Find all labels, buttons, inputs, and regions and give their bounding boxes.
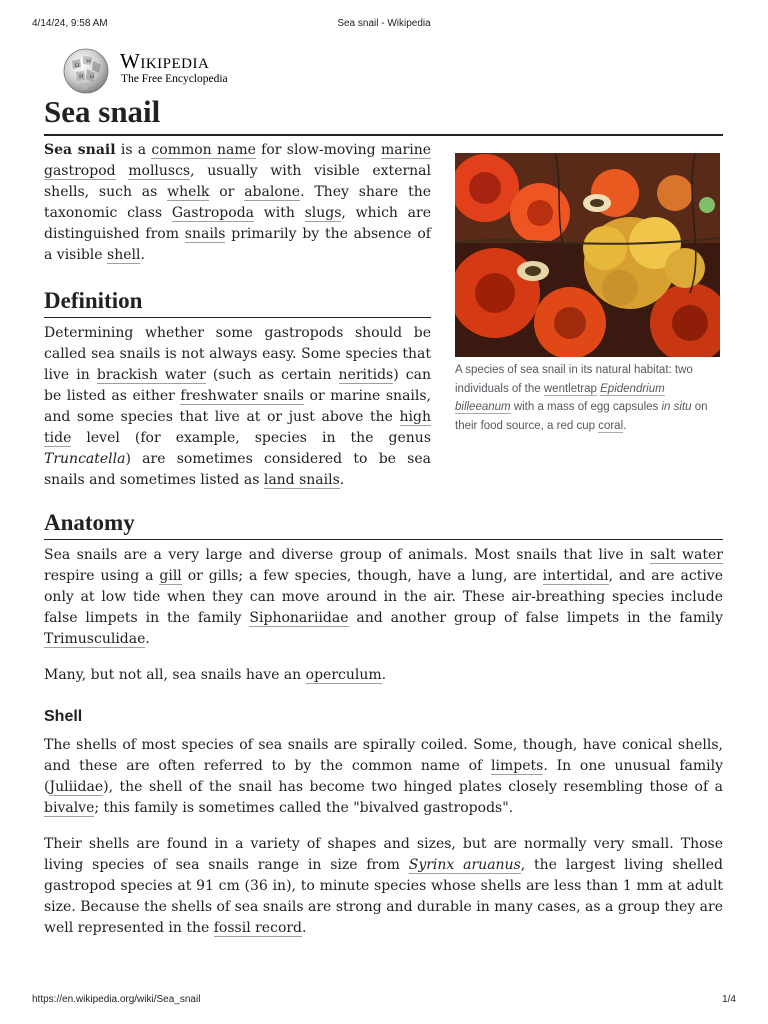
svg-text:Ω: Ω <box>75 63 80 69</box>
svg-text:И: И <box>79 74 84 80</box>
link-gastropod[interactable]: gastropod <box>44 163 116 179</box>
text: or <box>209 184 245 200</box>
wikipedia-logo[interactable] <box>62 45 262 93</box>
text: ; this family is sometimes called the "bivalved gastropods". <box>94 800 514 816</box>
link-neritids[interactable]: neritids <box>338 367 394 383</box>
link-freshwater-snails[interactable]: freshwater snails <box>180 388 304 404</box>
text: Their shells are found in a variety of shapes and sizes, but are normally very small. Those living species of sea snails range in size from <box>44 836 723 873</box>
link-fossil-record[interactable]: fossil record <box>213 920 303 936</box>
text: , the largest living shelled gastropod species at 91 cm (36 in), to minute species whose shells are less than 1 mm at adult size. Because the shells of sea snails are strong and durable in many cases, as a group they are well represented in the <box>44 857 724 936</box>
caption-in-situ: in situ <box>661 401 692 413</box>
svg-text:W: W <box>86 59 92 65</box>
link-molluscs[interactable]: molluscs <box>128 163 191 179</box>
text: . <box>381 667 387 683</box>
link-coral[interactable]: coral <box>598 419 624 432</box>
text: or gills; a few species, though, have a lung, are <box>181 568 543 584</box>
intro-subject: Sea snail <box>44 142 116 158</box>
text: , and are active only at low tide when they can move around in the air. These air-breathing species include false limpets in the family <box>44 568 723 626</box>
text: , usually with visible external shells, such as <box>44 163 432 200</box>
wikipedia-tagline: The Free Encyclopedia <box>121 73 228 85</box>
intro-paragraph <box>44 140 431 266</box>
text: Determining whether some gastropods should be called sea snails is not always easy. Some species that live in <box>44 325 431 383</box>
caption-text: A species of sea snail in its natural habitat: two individuals of the <box>455 364 693 395</box>
text: primarily by the absence of a visible <box>44 226 431 263</box>
text: with <box>254 205 305 221</box>
text: . <box>145 631 150 647</box>
text: or marine snails, and some species that live at or just above the <box>44 388 431 425</box>
species-syrinx-aruanus: Syrinx aruanus <box>408 857 521 873</box>
text: is a <box>115 142 152 158</box>
genus-truncatella: Truncatella <box>44 451 126 467</box>
link-land-snails[interactable]: land snails <box>263 472 340 488</box>
text: The shells of most species of sea snails are spirally coiled. Some, though, have conical shells, and these are often referred to by the common name of <box>44 737 723 774</box>
article-content <box>44 140 723 939</box>
link-operculum[interactable]: operculum <box>305 667 382 683</box>
text: ) are sometimes considered to be sea snails and sometimes listed as <box>44 451 431 488</box>
link-limpets[interactable]: limpets <box>491 758 544 774</box>
print-datetime: 4/14/24, 9:58 AM <box>32 18 108 29</box>
text: ), the shell of the snail has become two hinged plates closely resembling those of a <box>103 779 723 795</box>
link-siphonariidae[interactable]: Siphonariidae <box>249 610 349 626</box>
text: Many, but not all, sea snails have an <box>44 667 306 683</box>
print-url: https://en.wikipedia.org/wiki/Sea_snail <box>32 994 201 1005</box>
text: Sea snails are a very large and diverse group of animals. Most snails that live in <box>44 547 650 563</box>
print-tab-title: Sea snail - Wikipedia <box>337 18 431 29</box>
link-salt-water[interactable]: salt water <box>649 547 723 563</box>
link-wentletrap[interactable]: wentletrap <box>543 382 597 395</box>
caption-species-name: Epidendrium billeeanum <box>455 382 665 413</box>
text: and another group of false limpets in the family <box>348 610 723 626</box>
shell-paragraph-1 <box>44 735 723 819</box>
section-heading-definition: Definition <box>44 286 431 318</box>
caption-text: . <box>623 419 627 432</box>
print-page-number: 1/4 <box>722 994 736 1005</box>
link-snails[interactable]: snails <box>184 226 226 242</box>
text: . <box>339 472 345 488</box>
wikipedia-wordmark: Wikipedia <box>120 49 210 73</box>
link-shell[interactable]: shell <box>107 247 141 263</box>
link-slugs[interactable]: slugs <box>304 205 342 221</box>
wikipedia-globe-icon <box>62 47 110 95</box>
text: , which are distinguished from <box>44 205 431 242</box>
link-whelk[interactable]: whelk <box>167 184 210 200</box>
text: level (for example, species in the genus <box>71 430 431 446</box>
print-header <box>0 18 768 32</box>
text: for slow-moving <box>255 142 381 158</box>
text: . They share the taxonomic class <box>44 184 431 221</box>
definition-paragraph <box>44 323 431 491</box>
text: . <box>302 920 307 936</box>
link-brackish-water[interactable]: brackish water <box>96 367 206 383</box>
link-trimusculidae[interactable]: Trimusculidae <box>44 631 146 647</box>
text: . <box>140 247 145 263</box>
link-juliidae[interactable]: Juliidae <box>49 779 104 795</box>
link-bivalve[interactable]: bivalve <box>44 800 95 816</box>
text: (such as certain <box>205 367 339 383</box>
link-syrinx-aruanus[interactable] <box>409 857 521 874</box>
caption-text: with a mass of egg capsules <box>510 401 662 413</box>
shell-paragraph-2 <box>44 834 723 939</box>
link-abalone[interactable]: abalone <box>244 184 301 200</box>
link-common-name[interactable]: common name <box>151 142 256 158</box>
section-heading-anatomy: Anatomy <box>44 508 723 540</box>
anatomy-paragraph-2 <box>44 665 723 686</box>
caption-text: on their food source, a red cup <box>455 401 708 432</box>
link-gastropoda[interactable]: Gastropoda <box>171 205 255 221</box>
link-marine[interactable]: marine <box>380 142 432 158</box>
anatomy-paragraph-1 <box>44 545 723 650</box>
print-footer <box>0 994 768 1008</box>
link-high-tide[interactable]: high tide <box>44 409 431 446</box>
text: respire using a <box>44 568 160 584</box>
text: ) can be listed as either <box>44 367 431 404</box>
link-intertidal[interactable]: intertidal <box>542 568 609 584</box>
text <box>116 163 129 179</box>
svg-text:ω: ω <box>90 74 94 80</box>
link-gill[interactable]: gill <box>159 568 182 584</box>
text: . In one unusual family ( <box>44 758 723 795</box>
section-heading-shell: Shell <box>44 708 83 725</box>
page-title: Sea snail <box>44 92 723 136</box>
